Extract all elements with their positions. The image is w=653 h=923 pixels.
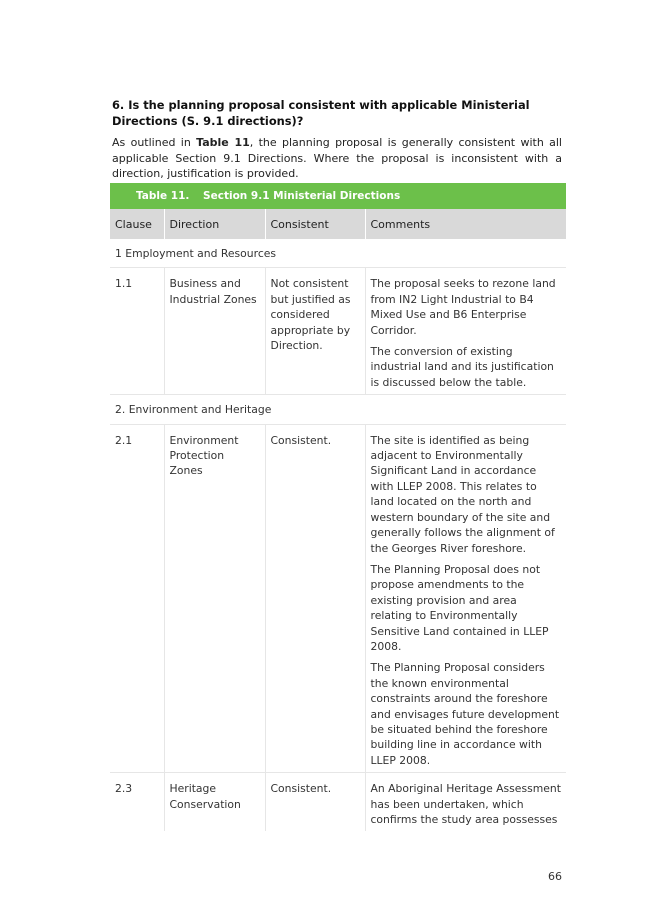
cell-consistent: Consistent. bbox=[265, 424, 365, 773]
comment-paragraph: The Planning Proposal considers the known environmental constraints around the foreshore and envisages future development be situated behind the foreshore building line in accordance with LLEP 2008. bbox=[370, 661, 560, 767]
section-title: 2. Environment and Heritage bbox=[110, 395, 566, 424]
comment-paragraph: An Aboriginal Heritage Assessment has been undertaken, which confirms the study area possesses bbox=[370, 782, 561, 826]
table-row bbox=[110, 268, 566, 395]
comment-paragraph: The site is identified as being adjacent to Environmentally Significant Land in accordance with LLEP 2008. This relates to land located on the north and western boundary of the site and generally follows the alignment of the Georges River foreshore. bbox=[370, 433, 555, 555]
header-direction: Direction bbox=[164, 209, 265, 239]
table-header-row bbox=[110, 209, 566, 239]
intro-paragraph bbox=[112, 135, 562, 182]
cell-direction: Business and Industrial Zones bbox=[164, 268, 265, 395]
page-number: 66 bbox=[548, 870, 562, 883]
table-caption bbox=[110, 183, 566, 209]
directions-table bbox=[110, 209, 566, 831]
cell-consistent: Consistent. bbox=[265, 773, 365, 832]
directions-table-container bbox=[110, 183, 566, 831]
section-title: 1 Employment and Resources bbox=[110, 239, 566, 268]
cell-clause: 2.3 bbox=[115, 782, 133, 796]
table-reference: Table 11 bbox=[196, 136, 250, 149]
table-caption-title: Section 9.1 Ministerial Directions bbox=[203, 190, 401, 202]
cell-consistent: Not consistent but justified as considered appropriate by Direction. bbox=[265, 268, 365, 395]
table-section-row bbox=[110, 395, 566, 424]
cell-comments bbox=[365, 424, 566, 773]
cell-clause: 1.1 bbox=[110, 268, 164, 395]
table-row bbox=[110, 773, 566, 832]
cell-direction: Environment Protection Zones bbox=[164, 424, 265, 773]
section-heading: 6. Is the planning proposal consistent with applicable Ministerial Directions (S. 9.1 directions)? bbox=[112, 98, 530, 128]
header-clause: Clause bbox=[110, 209, 164, 239]
header-comments: Comments bbox=[365, 209, 566, 239]
cell-comments bbox=[365, 268, 566, 395]
comment-paragraph: The proposal seeks to rezone land from IN2 Light Industrial to B4 Mixed Use and B6 Enterprise Corridor. bbox=[370, 277, 556, 337]
table-row bbox=[110, 424, 566, 773]
intro-text-after: , the planning proposal is generally consistent with all applicable Section 9.1 Directions. Where the proposal is inconsistent with a direction, justification is provided. bbox=[112, 136, 562, 180]
table-section-row bbox=[110, 239, 566, 268]
comment-paragraph: The conversion of existing industrial land and its justification is discussed below the table. bbox=[370, 345, 554, 389]
header-consistent: Consistent bbox=[265, 209, 365, 239]
comment-paragraph: The Planning Proposal does not propose amendments to the existing provision and area relating to Environmentally Sensitive Land contained in LLEP 2008. bbox=[370, 562, 549, 653]
table-caption-number: Table 11. bbox=[136, 190, 190, 202]
cell-comments bbox=[365, 773, 566, 832]
intro-text-before: As outlined in bbox=[112, 136, 197, 149]
cell-clause: 2.1 bbox=[110, 424, 164, 773]
cell-direction: Heritage Conservation bbox=[164, 773, 265, 832]
